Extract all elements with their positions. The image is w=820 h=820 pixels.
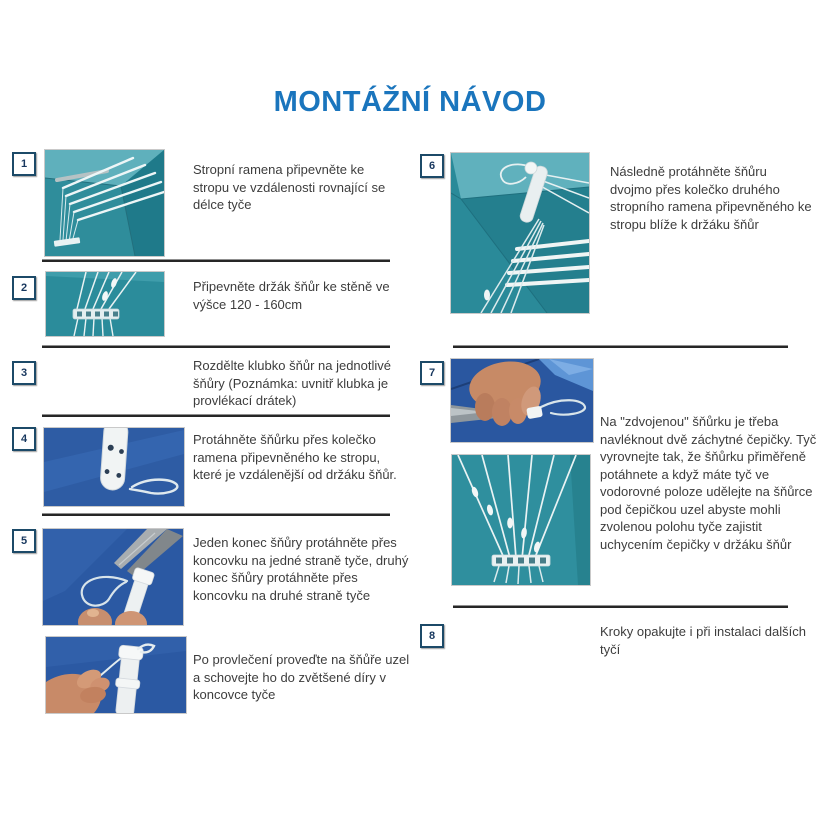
- step-6-number-badge: [420, 154, 444, 178]
- step-6-photo: [450, 152, 590, 314]
- step-2-text: Připevněte držák šňůr ke stěně ve výšce 120 - 160cm: [193, 279, 390, 312]
- step-3-number-badge: [12, 361, 36, 385]
- step-7-photo-2: [451, 454, 591, 586]
- step-5-photo-2: [45, 636, 187, 714]
- step-8-number: 8: [428, 630, 436, 642]
- step-5-photo: [42, 528, 184, 626]
- step-2-number: 2: [20, 282, 28, 294]
- step-4-number-badge: [12, 427, 36, 451]
- separator: [42, 345, 390, 348]
- step-1-text: Stropní ramena připevněte ke stropu ve vzdálenosti rovnající se délce tyče: [193, 162, 386, 212]
- step-7-number-badge: [420, 361, 444, 385]
- step-2-photo: [45, 271, 165, 337]
- step-5-text: Jeden konec šňůry protáhněte přes koncovku na jedné straně tyče, druhý konec šňůry protáhněte přes koncovku na druhé straně tyče: [193, 535, 409, 603]
- step-3-number: 3: [20, 367, 28, 379]
- separator: [453, 345, 788, 348]
- separator: [453, 605, 788, 608]
- step-6-text: Následně protáhněte šňůru dvojmo přes kolečko druhého stropního ramena připevněného ke stropu blíže k držáku šňůr: [610, 164, 812, 232]
- step-3-text: Rozdělte klubko šňůr na jednotlivé šňůry (Poznámka: uvnitř klubka je provlékací drátek): [193, 358, 392, 408]
- step-7-number: 7: [428, 367, 436, 379]
- step-2-number-badge: [12, 276, 36, 300]
- step-5-number: 5: [20, 535, 28, 547]
- step-1-photo: [44, 149, 165, 257]
- step-8-number-badge: [420, 624, 444, 648]
- step-5-number-badge: [12, 529, 36, 553]
- step-7-text: Na "zdvojenou" šňůrku je třeba navléknout dvě záchytné čepičky. Tyč vyrovnejte tak, že šňůrku přiměřeně potáhnete a když máte tyč ve vodorovné poloze udělejte na šňůrce pod čepičkou uzel abyste mohli zvolenou polohu tyče zajistit uchycením čepičky v držáku šňůr: [600, 414, 817, 552]
- step-7-photo: [450, 358, 594, 443]
- step-6-number: 6: [428, 160, 436, 172]
- page-title: MONTÁŽNÍ NÁVOD: [273, 86, 547, 118]
- step-1-number: 1: [20, 158, 28, 170]
- step-8-text: Kroky opakujte i při instalaci dalších tyčí: [600, 624, 806, 657]
- step-1-number-badge: [12, 152, 36, 176]
- step-4-photo: [43, 427, 185, 507]
- separator: [42, 513, 390, 516]
- step-5-text-2: Po provlečení proveďte na šňůře uzel a schovejte ho do zvětšené díry v koncovce tyče: [193, 652, 410, 702]
- step-4-text: Protáhněte šňůrku přes kolečko ramena připevněného ke stropu, které je vzdálenější od držáku šňůr.: [193, 432, 397, 482]
- separator: [42, 259, 390, 262]
- separator: [42, 414, 390, 417]
- step-4-number: 4: [20, 433, 28, 445]
